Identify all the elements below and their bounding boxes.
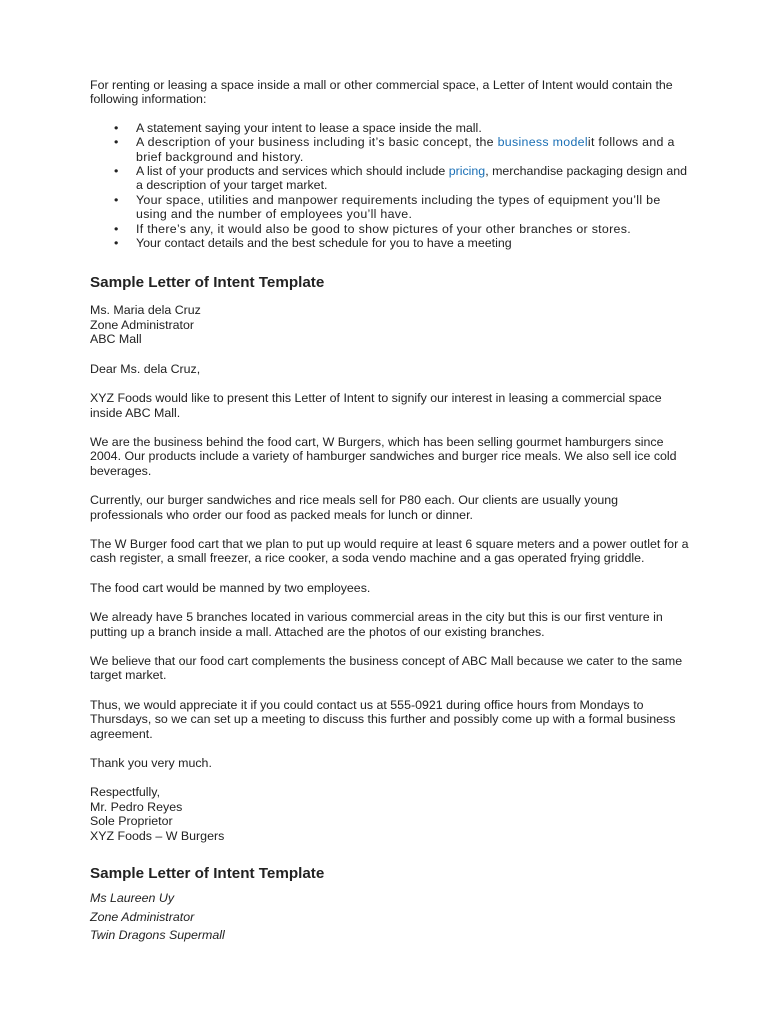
salutation: Dear Ms. dela Cruz,	[90, 361, 201, 376]
section-heading: Sample Letter of Intent Template	[90, 865, 325, 883]
letter-paragraph: The food cart would be manned by two employees.	[90, 580, 371, 595]
bullet-icon: •	[114, 221, 119, 236]
closing-line: Respectfully,	[90, 785, 161, 800]
letter-paragraph: The W Burger food cart that we plan to put up would require at least 6 square meters and a power outlet for a cash register, a small freezer, a rice cooker, a soda vendo machine and a gas operated frying griddle.	[90, 536, 689, 566]
signer-company: XYZ Foods – W Burgers	[90, 828, 225, 843]
signer-title: Sole Proprietor	[90, 814, 173, 829]
section-heading: Sample Letter of Intent Template	[90, 274, 325, 292]
recipient-name: Ms Laureen Uy	[90, 891, 175, 906]
bullet-icon: •	[114, 135, 119, 150]
letter-paragraph: Thank you very much.	[90, 756, 212, 770]
list-item-text: If there’s any, it would also be good to show pictures of your other branches or stores.	[136, 221, 631, 236]
list-item-text: Your contact details and the best schedule for you to have a meeting	[136, 236, 512, 251]
bullet-icon: •	[114, 236, 119, 251]
list-item	[114, 120, 690, 135]
list-item	[114, 236, 690, 251]
letter-paragraph: Thus, we would appreciate it if you could contact us at 555-0921 during office hours from Mondays to Thursdays, so we can set up a meeting to discuss this further and possibly come up with a formal business agreement.	[90, 697, 676, 741]
recipient-company: Twin Dragons Supermall	[90, 928, 225, 943]
letter-paragraph: Currently, our burger sandwiches and rice meals sell for P80 each. Our clients are usually young professionals who order our food as packed meals for lunch or dinner.	[90, 493, 619, 522]
list-item	[114, 192, 690, 222]
letter-paragraph: We are the business behind the food cart, W Burgers, which has been selling gourmet hamburgers since 2004. Our products include a variety of hamburger sandwiches and burger rice meals. We also sell ice cold beverages.	[90, 434, 677, 478]
list-item-text: , merchandise packaging design and a description of your target market.	[136, 164, 688, 193]
document-page	[90, 78, 690, 945]
pricing-link[interactable]: pricing	[448, 164, 486, 179]
list-item	[114, 164, 690, 193]
letter-paragraph: We already have 5 branches located in various commercial areas in the city but this is our first venture in putting up a branch inside a mall. Attached are the photos of our existing branches.	[90, 610, 663, 639]
list-item	[114, 221, 690, 236]
list-item-text: A description of your business including it’s basic concept, the	[136, 135, 498, 150]
list-item-text: it follows and a brief background and history.	[136, 135, 675, 164]
recipient-title: Zone Administrator	[90, 317, 194, 332]
letter-paragraph: XYZ Foods would like to present this Letter of Intent to signify our interest in leasing a commercial space inside ABC Mall.	[90, 391, 662, 420]
recipient-company: ABC Mall	[90, 332, 142, 347]
list-item-text: A statement saying your intent to lease a space inside the mall.	[136, 120, 482, 135]
letter-paragraph: We believe that our food cart complements the business concept of ABC Mall because we cater to the same target market.	[90, 653, 683, 683]
bullet-icon: •	[114, 120, 119, 135]
signer-name: Mr. Pedro Reyes	[90, 799, 183, 814]
list-item	[114, 135, 690, 164]
intro-paragraph: For renting or leasing a space inside a mall or other commercial space, a Letter of Intent would contain the following information:	[90, 78, 673, 107]
recipient-title: Zone Administrator	[90, 909, 195, 924]
list-item-text: A list of your products and services which should include	[136, 164, 449, 179]
business-model-link[interactable]: business model	[497, 135, 588, 150]
requirements-list	[90, 121, 690, 251]
recipient-name: Ms. Maria dela Cruz	[90, 303, 201, 318]
list-item-text: Your space, utilities and manpower requirements including the types of equipment you’ll be using and the number of employees you’ll have.	[136, 192, 661, 222]
bullet-icon: •	[114, 192, 119, 207]
bullet-icon: •	[114, 164, 119, 179]
